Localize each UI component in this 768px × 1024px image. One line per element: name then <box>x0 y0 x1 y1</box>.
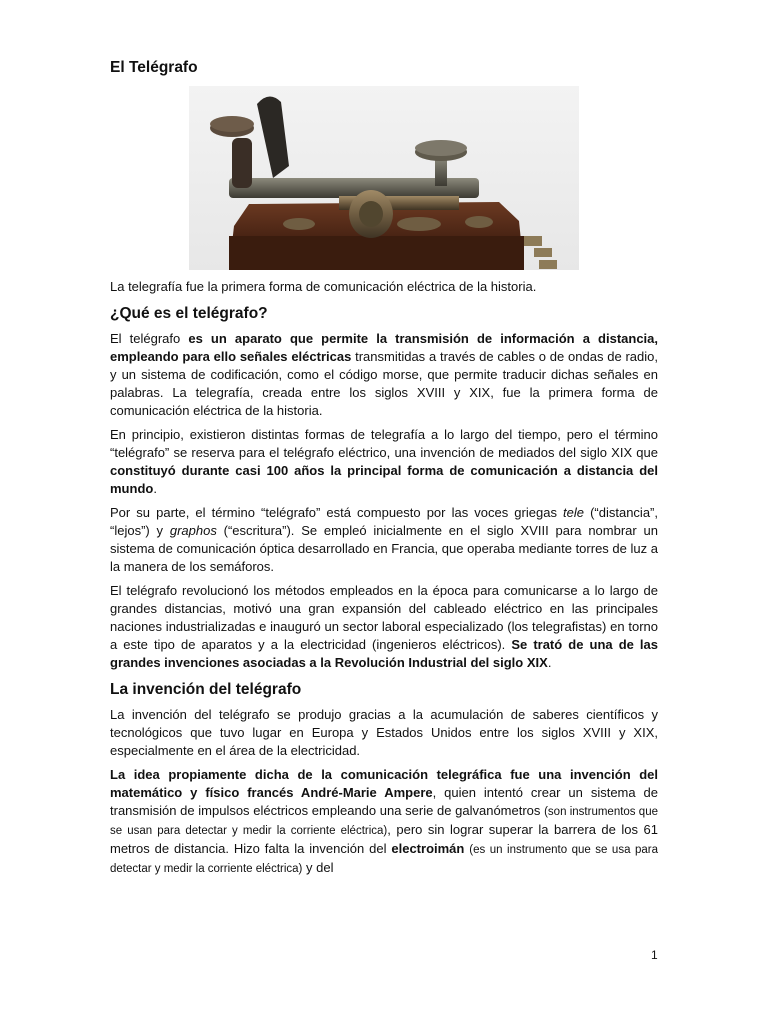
telegraph-key-illustration <box>189 86 579 270</box>
paragraph-5 <box>110 706 658 760</box>
paragraph-6-text-b: , quien intentó crear un sistema de transmisión de impulsos eléctricos empleando una serie de galvanómetros <box>110 785 659 818</box>
section-heading-invencion: La invención del telégrafo <box>110 681 302 698</box>
telegraph-key-photo <box>189 86 579 270</box>
paragraph-4-text-c: . <box>547 655 552 670</box>
paragraph-1-text-a: El telégrafo <box>110 331 189 346</box>
paragraph-6-bold-a: La idea propiamente dicha de la comunicación telegráfica fue una invención del matemático y físico francés André-Marie Ampere <box>110 767 658 800</box>
paragraph-1-text-c: transmitidas a través de cables o de ondas de radio, y un sistema de codificación, como el código morse, que permite traducir dichas señales en palabras. La telegrafía, creada entre los siglos XVIII y XIX, fue la primera forma de comunicación eléctrica de la historia. <box>110 349 658 418</box>
section-heading-que-es: ¿Qué es el telégrafo? <box>110 305 268 322</box>
paragraph-1-bold: es un aparato que permite la transmisión de información a distancia, empleando para ello señales eléctricas <box>110 331 659 364</box>
image-caption: La telegrafía fue la primera forma de comunicación eléctrica de la historia. <box>110 279 537 294</box>
paragraph-4 <box>110 582 658 672</box>
paragraph-6-small-g: (es un instrumento que se usa para detectar y medir la corriente eléctrica) <box>110 844 658 875</box>
document-body <box>110 58 658 884</box>
paragraph-2-text-c: . <box>153 481 157 496</box>
paragraph-1 <box>110 330 658 420</box>
paragraph-6-text-h: y del <box>302 860 334 875</box>
paragraph-3-text-c: (“distancia”, “lejos”) y <box>110 505 658 538</box>
paragraph-4-bold: Se trató de una de las grandes invenciones asociadas a la Revolución Industrial del siglo XIX <box>110 637 659 670</box>
paragraph-5-text: La invención del telégrafo se produjo gracias a la acumulación de saberes científicos y tecnológicos que tuvo lugar en Europa y Estados Unidos entre los siglos XVIII y XIX, especialmente en el área de la electricidad. <box>110 707 658 758</box>
paragraph-6-bold-e: electroimán <box>391 841 465 856</box>
page-number: 1 <box>651 948 658 962</box>
paragraph-2 <box>110 426 658 498</box>
paragraph-3-text-e: (“escritura”). Se empleó inicialmente en el siglo XVIII para nombrar un sistema de comunicación óptica desarrollado en Francia, que operaba mediante torres de luz a la manera de los semáforos. <box>110 523 658 574</box>
paragraph-6 <box>110 766 658 878</box>
paragraph-3 <box>110 504 658 576</box>
document-title: El Telégrafo <box>110 59 198 76</box>
paragraph-3-italic-graphos: graphos <box>169 523 217 538</box>
paragraph-3-italic-tele: tele <box>563 505 584 520</box>
paragraph-2-text-a: En principio, existieron distintas formas de telegrafía a lo largo del tiempo, pero el término “telégrafo” se reserva para el telégrafo eléctrico, una invención de mediados del siglo XIX que <box>110 427 658 460</box>
paragraph-6-text-d: , pero sin lograr superar la barrera de los 61 metros de distancia. Hizo falta la invención del <box>110 822 658 856</box>
paragraph-3-text-a: Por su parte, el término “telégrafo” está compuesto por las voces griegas <box>110 505 564 520</box>
paragraph-2-bold: constituyó durante casi 100 años la principal forma de comunicación a distancia del mundo <box>110 463 658 496</box>
paragraph-4-text-a: El telégrafo revolucionó los métodos empleados en la época para comunicarse a lo largo de grandes distancias, motivó una gran expansión del cableado eléctrico en las principales naciones industrializadas e inauguró un sector laboral especializado (los telegrafistas) en torno a este tipo de aparatos y a la electricidad (ingenieros eléctricos). <box>110 583 658 652</box>
paragraph-6-small-c: (son instrumentos que se usan para detectar y medir la corriente eléctrica) <box>110 806 658 837</box>
